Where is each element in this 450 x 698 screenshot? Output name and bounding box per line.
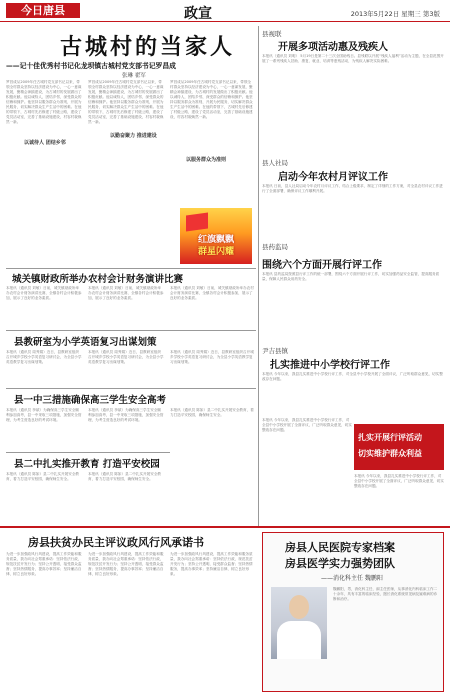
right-title-4: 扎实推进中小学校行评工作 (270, 360, 390, 371)
mid-title-3: 县一中三措施确保高三学生安全高考 (14, 395, 167, 406)
mid-body-1a: 本报讯（通讯员 刘敏）日前，城关镇财政所举办农村会计财务演讲比赛，全镇各村会计积极参加，展示了良好的业务素质。 (6, 286, 82, 300)
right-label-1: 县视联 (262, 30, 282, 38)
right-body-4-cont: 本报讯 今年以来，我县扎实推进中小学校行评工作，对全县中小学校开展了全面评议，广泛听取群众意见，切实整改存在问题。 (262, 418, 352, 432)
mid-rule-1 (6, 330, 256, 331)
right-body-4-tail: 本报讯 今年以来，我县扎实推进中小学校行评工作，对全县中小学校开展了全面评议，广泛听取群众意见，切实整改存在问题。 (354, 474, 444, 488)
issue-weekday: 星期三 (401, 10, 421, 18)
mid-rule-2 (6, 388, 256, 389)
right-title-3: 围绕六个方面开展行评工作 (262, 260, 382, 271)
newspaper-logo: 今日唐县 (6, 3, 80, 18)
banner-graphic (180, 208, 252, 264)
lead-body-col2: 罗昌成从2009年任古城村党支部书记以来，带领全村群众坚持以经济建设为中心，一心一意谋发展，聚精会神搞建设，为古城村的发展做出了积极贡献。他以诚待人，团结乡邻，深受群众的信赖和拥护。他坚持以服务群众为准则，开展为民服务，切实解决群众生产生活中的困难。在他的带领下，古城村先后修建了村级公路，建设了党员活动室，完善了基础设施建设，村容村貌焕然一新。 (88, 80, 164, 124)
lead-body-col1: 罗昌成从2009年任古城村党支部书记以来，带领全村群众坚持以经济建设为中心，一心一意谋发展，聚精会神搞建设，为古城村的发展做出了积极贡献。他以诚待人，团结乡邻，深受群众的信赖和拥护。他坚持以服务群众为准则，开展为民服务，切实解决群众生产生活中的困难。在他的带领下，古城村先后修建了村级公路，建设了党员活动室，完善了基础设施建设，村容村貌焕然一新。 (6, 80, 82, 124)
mid-title-4: 县二中扎实推开教育 打造平安校园 (14, 459, 160, 470)
hospital-body: 魏鹏阳，男，消化科主任，副主任医师，从事消化内科临床工作二十余年，具有丰富的临床经验，擅长消化系统常见病及疑难病的诊断和治疗。 (333, 587, 438, 601)
hospital-subtitle: 房县医学实力强势团队 (285, 557, 395, 570)
page-number: 第3版 (422, 10, 440, 18)
column-divider (258, 26, 259, 526)
mid-body-4b: 本报讯（通讯员 陈如）县二中扎实开展安全教育，着力打造平安校园，确保师生安全。 (88, 472, 162, 481)
mid-body-4a: 本报讯（通讯员 陈如）县二中扎实开展安全教育，着力打造平安校园，确保师生安全。 (6, 472, 80, 481)
redbox-line-2: 切实维护群众利益 (358, 449, 422, 458)
bottom-title: 房县扶贫办民主评议政风行风承诺书 (28, 536, 204, 549)
bottom-body-1: 为进一步加强政风行风建设，提高工作效能和服务质量，我办向社会郑重承诺：坚持依法行政，规范扶贫开发行为；坚持公开透明，接受群众监督；坚持热情服务，提高办事效率；坚持廉洁自律，树立良好形象。 (6, 552, 82, 576)
hospital-title: 房县人民医院专家档案 (285, 541, 395, 554)
banner-line-2: 群星闪耀 (197, 247, 234, 257)
doctor-head (289, 595, 309, 619)
mid-rule-3 (6, 452, 170, 453)
mid-body-2b: 本报讯（通讯员 周秀娟）近日，县教研室组织召开城乡学校小学英语复习研讨会，为全县小学英语教学复习出谋划策。 (88, 350, 164, 364)
right-body-4: 本报讯 今年以来，我县扎实推进中小学校行评工作，对全县中小学校开展了全面评议，广泛听取群众意见，切实整改存在问题。 (262, 372, 443, 381)
doctor-photo (271, 587, 327, 659)
lead-subhead-2: 以勤奋聚力 推进建设 (110, 133, 157, 139)
right-label-4: 尹吉县镇 (262, 347, 288, 355)
bottom-rule (0, 526, 450, 528)
right-body-3: 本报讯 县药监局按照县行评工作的统一部署，围绕六个方面开展行评工作，切实加强药品安全监管，提高服务质量，保障人民群众用药安全。 (262, 272, 440, 281)
lead-byline: 张琳 翟军 (122, 73, 146, 79)
hospital-ad (262, 532, 444, 692)
redbox-line-1: 扎实开展行评活动 (358, 433, 422, 442)
banner-line-1: 红旗飘飘 (197, 235, 234, 245)
mid-body-2a: 本报讯（通讯员 周秀娟）近日，县教研室组织召开城乡学校小学英语复习研讨会，为全县小学英语教学复习出谋划策。 (6, 350, 82, 364)
lead-body-col3: 罗昌成从2009年任古城村党支部书记以来，带领全村群众坚持以经济建设为中心，一心一意谋发展，聚精会神搞建设，为古城村的发展做出了积极贡献。他以诚待人，团结乡邻，深受群众的信赖和拥护。他坚持以服务群众为准则，开展为民服务，切实解决群众生产生活中的困难。在他的带领下，古城村先后修建了村级公路，建设了党员活动室，完善了基础设施建设，村容村貌焕然一新。 (170, 80, 253, 119)
lead-subhead-1: 以诚待人 团结乡邻 (24, 140, 66, 146)
mid-body-1c: 本报讯（通讯员 刘敏）日前，城关镇财政所举办农村会计财务演讲比赛，全镇各村会计积极参加，展示了良好的业务素质。 (170, 286, 254, 300)
flag-shape (186, 212, 208, 231)
bottom-body-2: 为进一步加强政风行风建设，提高工作效能和服务质量，我办向社会郑重承诺：坚持依法行政，规范扶贫开发行为；坚持公开透明，接受群众监督；坚持热情服务，提高办事效率；坚持廉洁自律，树立良好形象。 (88, 552, 164, 576)
lead-subhead-3: 以服务群众为准则 (186, 157, 227, 163)
lead-title: 古城村的当家人 (60, 34, 236, 60)
mid-title-1: 城关镇财政所举办农村会计财务演讲比赛 (12, 274, 184, 285)
right-title-2: 启动今年农村月评议工作 (278, 172, 388, 183)
bottom-body-3: 为进一步加强政风行风建设，提高工作效能和服务质量，我办向社会郑重承诺：坚持依法行政，规范扶贫开发行为；坚持公开透明，接受群众监督；坚持热情服务，提高办事效率；坚持廉洁自律，树立良好形象。 (170, 552, 253, 576)
mid-title-2: 县教研室为小学英语复习出谋划策 (14, 337, 157, 348)
hospital-dept: ——消化科主任 魏鹏阳 (321, 575, 383, 582)
right-title-1: 开展多项活动惠及残疾人 (278, 42, 388, 53)
mid-body-2c: 本报讯（通讯员 周秀娟）近日，县教研室组织召开城乡学校小学英语复习研讨会，为全县小学英语教学复习出谋划策。 (170, 350, 254, 364)
right-redbox (354, 424, 444, 470)
mid-body-1b: 本报讯（通讯员 刘敏）日前，城关镇财政所举办农村会计财务演讲比赛，全镇各村会计积极参加，展示了良好的业务素质。 (88, 286, 164, 300)
right-label-3: 县药监局 (262, 243, 288, 251)
dateline (351, 9, 440, 18)
doctor-coat (277, 621, 321, 659)
section-title: 政宣 (184, 6, 212, 22)
issue-date: 2013年5月22日 (350, 10, 400, 18)
lead-subtitle: ——记十佳优秀村书记化龙坝镇古城村党支部书记罗昌成 (6, 62, 176, 70)
mid-body-3a: 本报讯（通讯员 李斌）为确保高三学生安全顺利参加高考，县一中采取三项措施，加强安全管理，为考生营造良好的考试环境。 (6, 408, 82, 422)
lead-rule (6, 268, 256, 269)
right-body-1: 本报讯（通讯员 刘明） 5月19日是第二十三次全国助残日。县残联以开展“残疾人福利”活动为主题，在全县范围开展了一系列残疾人扶助、康复、就业、培训等惠残活动，为残疾人解决实际困难。 (262, 54, 444, 63)
mid-body-4c: 本报讯（通讯员 陈如）县二中扎实开展安全教育，着力打造平安校园，确保师生安全。 (170, 408, 254, 417)
right-body-2: 本报讯 日前，县人社局启动今年农村月评议工作，结合上级要求，制定了详细的工作方案，对全县农村评议工作进行了全面部署，确保评议工作顺利开展。 (262, 184, 443, 193)
masthead (0, 0, 450, 22)
mid-body-3b: 本报讯（通讯员 李斌）为确保高三学生安全顺利参加高考，县一中采取三项措施，加强安全管理，为考生营造良好的考试环境。 (88, 408, 164, 422)
right-label-2: 县人社局 (262, 159, 288, 167)
